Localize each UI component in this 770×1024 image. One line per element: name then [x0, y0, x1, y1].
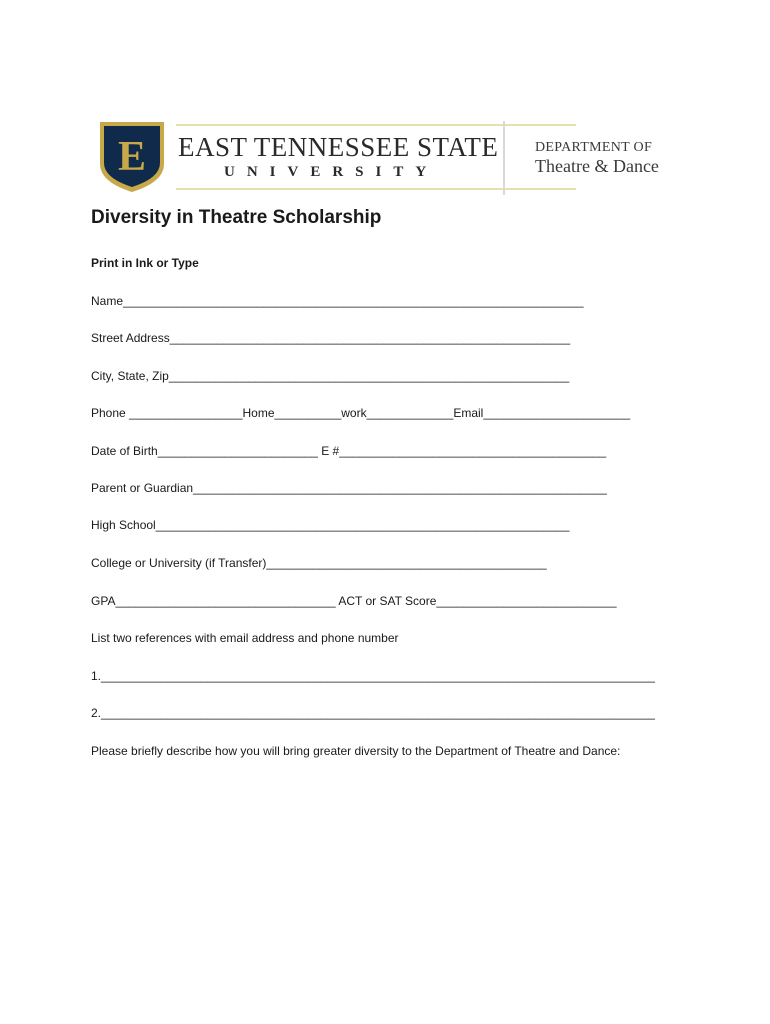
logo-letter: E	[117, 134, 147, 180]
wordmark-top-rule	[176, 124, 576, 126]
diversity-prompt: Please briefly describe how you will bring greater diversity to the Department of Theatre and Dance:	[91, 744, 621, 758]
wordmark-bottom-rule	[176, 188, 576, 190]
dob-e-number-field[interactable]: Date of Birth________________________ E #________________________________________	[91, 444, 607, 458]
phone-email-field[interactable]: Phone _________________Home__________work_____________Email______________________	[91, 406, 631, 420]
name-field[interactable]: Name_____________________________________________________________________	[91, 294, 584, 308]
etsu-shield-logo	[98, 120, 166, 194]
form-instruction: Print in Ink or Type	[91, 256, 199, 270]
college-transfer-field[interactable]: College or University (if Transfer)__________________________________________	[91, 556, 547, 570]
university-wordmark	[176, 124, 580, 192]
form-title: Diversity in Theatre Scholarship	[91, 207, 382, 228]
university-sub: UNIVERSITY	[224, 164, 439, 180]
high-school-field[interactable]: High School______________________________________________________________	[91, 518, 570, 532]
header-divider	[503, 121, 505, 195]
gpa-score-field[interactable]: GPA_________________________________ ACT or SAT Score___________________________	[91, 594, 617, 608]
city-state-zip-field[interactable]: City, State, Zip____________________________________________________________	[91, 369, 570, 383]
department-name: Theatre & Dance	[535, 156, 659, 176]
university-name: EAST TENNESSEE STATE	[178, 132, 499, 162]
reference-2-field[interactable]: 2.___________________________________________________________________________________	[91, 706, 655, 720]
references-instruction: List two references with email address and phone number	[91, 631, 399, 645]
letterhead	[98, 118, 673, 198]
parent-guardian-field[interactable]: Parent or Guardian______________________________________________________________	[91, 481, 607, 495]
street-address-field[interactable]: Street Address____________________________________________________________	[91, 331, 571, 345]
reference-1-field[interactable]: 1.___________________________________________________________________________________	[91, 669, 655, 683]
department-label: DEPARTMENT OF	[535, 140, 653, 155]
